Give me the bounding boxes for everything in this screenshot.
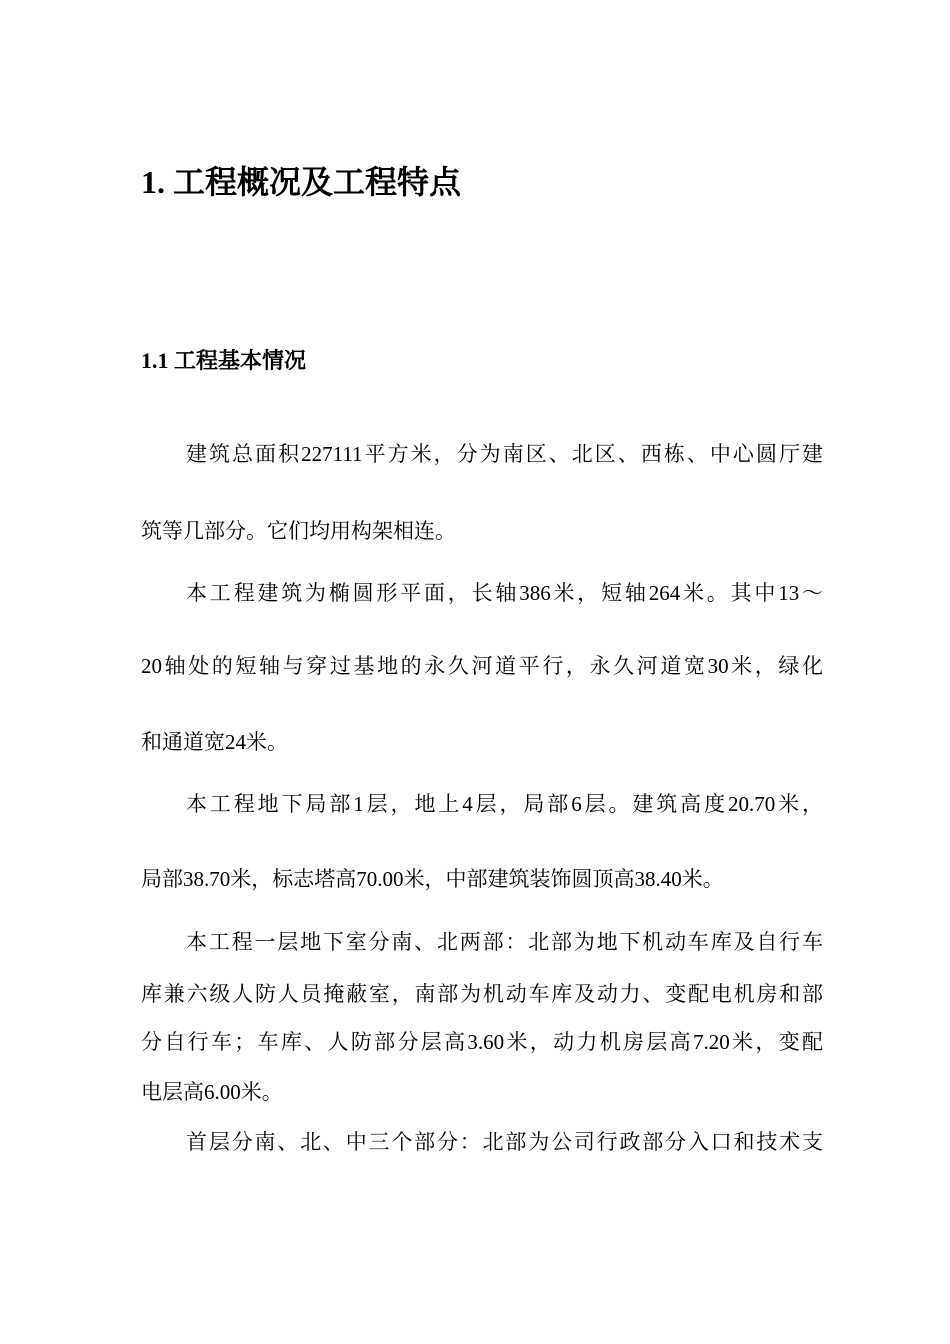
paragraph-line: 本工程建筑为椭圆形平面，长轴386米，短轴264米。其中13～	[186, 581, 823, 605]
paragraph-line: 分自行车；车库、人防部分层高3.60米，动力机房层高7.20米，变配	[141, 1030, 823, 1054]
paragraph-line: 库兼六级人防人员掩蔽室，南部为机动车库及动力、变配电机房和部	[141, 982, 823, 1006]
paragraph-line: 本工程地下局部1层，地上4层，局部6层。建筑高度20.70米，	[186, 792, 823, 816]
paragraph-line: 本工程一层地下室分南、北两部：北部为地下机动车库及自行车	[186, 930, 823, 954]
paragraph-line: 筑等几部分。它们均用构架相连。	[141, 519, 456, 543]
paragraph-line: 局部38.70米，标志塔高70.00米，中部建筑装饰圆顶高38.40米。	[141, 867, 724, 891]
section-heading: 1. 工程概况及工程特点	[141, 164, 462, 200]
paragraph-line: 和通道宽24米。	[141, 730, 288, 754]
paragraph-line: 首层分南、北、中三个部分：北部为公司行政部分入口和技术支	[186, 1130, 823, 1154]
paragraph-line: 20轴处的短轴与穿过基地的永久河道平行，永久河道宽30米，绿化	[141, 654, 823, 678]
paragraph-line: 电层高6.00米。	[141, 1080, 283, 1104]
subsection-heading: 1.1 工程基本情况	[141, 348, 307, 373]
paragraph-line: 建筑总面积227111平方米，分为南区、北区、西栋、中心圆厅建	[186, 442, 823, 466]
